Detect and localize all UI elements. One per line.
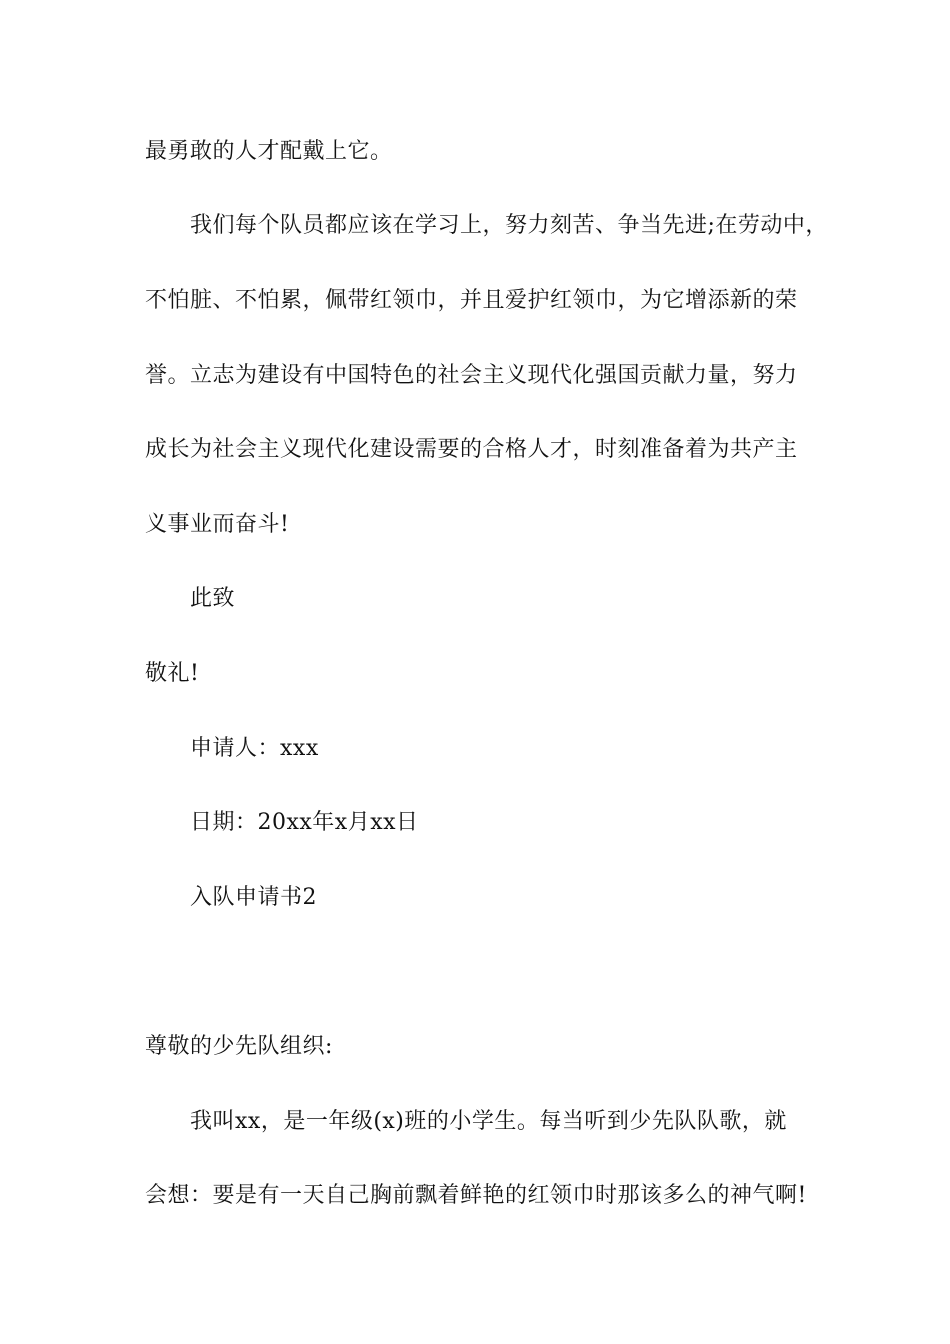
paragraph-line: 不怕脏、不怕累，佩带红领巾，并且爱护红领巾，为它增添新的荣 — [145, 288, 798, 313]
paragraph-line: 会想：要是有一天自己胸前飘着鲜艳的红领巾时那该多么的神气啊! — [145, 1183, 807, 1208]
closing-salutation: 此致 — [190, 586, 236, 611]
paragraph-line: 誉。立志为建设有中国特色的社会主义现代化强国贡献力量，努力 — [145, 363, 798, 388]
section-title: 入队申请书2 — [190, 885, 317, 910]
paragraph-line: 成长为社会主义现代化建设需要的合格人才，时刻准备着为共产主 — [145, 437, 798, 462]
closing-regards: 敬礼! — [145, 661, 200, 686]
date-line: 日期：20xx年x月xx日 — [190, 810, 419, 835]
paragraph-line: 我们每个队员都应该在学习上，努力刻苦、争当先进;在劳动中， — [190, 213, 828, 238]
paragraph-line: 我叫xx，是一年级(x)班的小学生。每当听到少先队队歌，就 — [190, 1109, 787, 1134]
greeting-line: 尊敬的少先队组织: — [145, 1034, 333, 1059]
applicant-line: 申请人：xxx — [190, 736, 319, 761]
paragraph-line: 最勇敢的人才配戴上它。 — [145, 139, 393, 164]
paragraph-line: 义事业而奋斗! — [145, 512, 290, 537]
